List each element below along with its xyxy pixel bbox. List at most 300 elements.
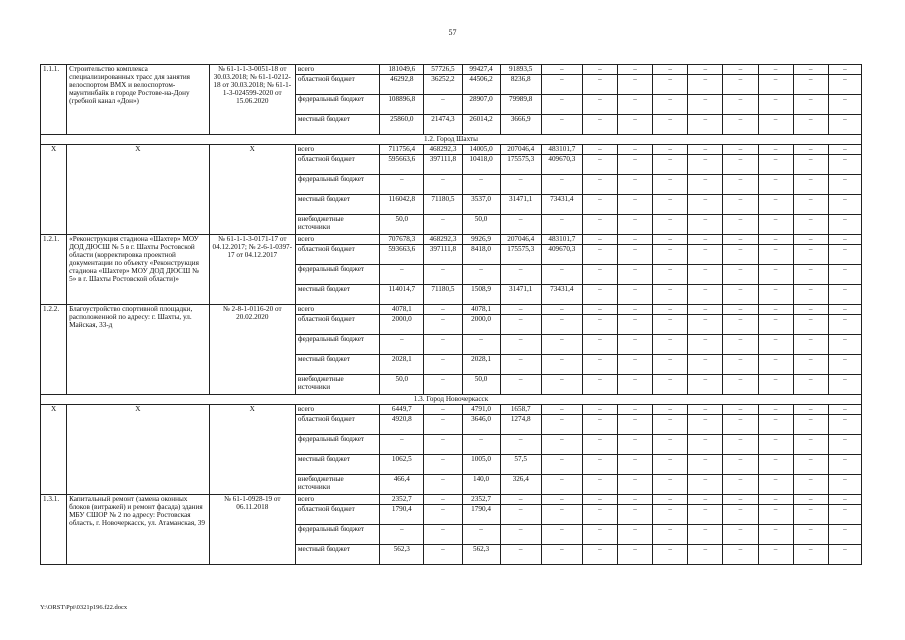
funding-source: внебюджетные источники: [295, 475, 379, 495]
value-cell: –: [723, 75, 758, 95]
value-cell: –: [541, 75, 582, 95]
value-cell: –: [723, 415, 758, 435]
value-cell: 79989,8: [500, 95, 541, 115]
value-cell: 8236,8: [500, 75, 541, 95]
value-cell: –: [618, 265, 653, 285]
value-cell: –: [688, 215, 723, 235]
value-cell: –: [582, 455, 617, 475]
value-cell: –: [758, 315, 793, 335]
value-cell: –: [828, 335, 861, 355]
value-cell: –: [793, 545, 828, 565]
value-cell: –: [582, 305, 617, 315]
value-cell: –: [618, 305, 653, 315]
value-cell: –: [653, 115, 688, 135]
value-cell: –: [723, 375, 758, 395]
value-cell: –: [653, 65, 688, 75]
value-cell: –: [582, 265, 617, 285]
value-cell: 8418,0: [462, 245, 500, 265]
value-cell: 71180,5: [424, 195, 462, 215]
value-cell: –: [618, 65, 653, 75]
value-cell: –: [688, 245, 723, 265]
value-cell: –: [380, 175, 424, 195]
value-cell: 140,0: [462, 475, 500, 495]
value-cell: –: [688, 525, 723, 545]
value-cell: –: [582, 155, 617, 175]
value-cell: –: [758, 545, 793, 565]
item-document: № 2-8-1-0116-20 от 20.02.2020: [209, 305, 295, 395]
value-cell: –: [541, 505, 582, 525]
value-cell: –: [758, 305, 793, 315]
funding-source: областной бюджет: [295, 155, 379, 175]
value-cell: –: [582, 335, 617, 355]
value-cell: –: [424, 495, 462, 505]
funding-source: областной бюджет: [295, 75, 379, 95]
value-cell: –: [618, 315, 653, 335]
value-cell: –: [500, 305, 541, 315]
value-cell: 3666,9: [500, 115, 541, 135]
value-cell: 175575,3: [500, 245, 541, 265]
value-cell: –: [582, 405, 617, 415]
value-cell: –: [688, 375, 723, 395]
value-cell: –: [541, 355, 582, 375]
value-cell: 91893,5: [500, 65, 541, 75]
funding-source: всего: [295, 405, 379, 415]
value-cell: –: [618, 75, 653, 95]
value-cell: –: [582, 525, 617, 545]
value-cell: –: [758, 115, 793, 135]
value-cell: 99427,4: [462, 65, 500, 75]
value-cell: 4920,8: [380, 415, 424, 435]
value-cell: 1790,4: [380, 505, 424, 525]
value-cell: –: [541, 435, 582, 455]
value-cell: –: [541, 475, 582, 495]
value-cell: –: [688, 455, 723, 475]
value-cell: –: [582, 355, 617, 375]
value-cell: –: [380, 525, 424, 545]
table-row: [41, 405, 862, 415]
table-row: [41, 235, 862, 245]
value-cell: –: [828, 245, 861, 265]
value-cell: 31471,1: [500, 195, 541, 215]
value-cell: –: [758, 405, 793, 415]
value-cell: –: [828, 435, 861, 455]
value-cell: –: [424, 415, 462, 435]
value-cell: –: [758, 335, 793, 355]
value-cell: 6449,7: [380, 405, 424, 415]
value-cell: –: [828, 265, 861, 285]
value-cell: –: [793, 455, 828, 475]
value-cell: –: [828, 235, 861, 245]
value-cell: 2352,7: [462, 495, 500, 505]
value-cell: –: [541, 95, 582, 115]
value-cell: –: [828, 495, 861, 505]
value-cell: –: [723, 505, 758, 525]
value-cell: –: [828, 65, 861, 75]
funding-source: всего: [295, 495, 379, 505]
value-cell: –: [653, 495, 688, 505]
value-cell: –: [541, 415, 582, 435]
value-cell: 4078,1: [462, 305, 500, 315]
value-cell: 2028,1: [462, 355, 500, 375]
value-cell: –: [723, 155, 758, 175]
value-cell: –: [723, 305, 758, 315]
value-cell: –: [688, 435, 723, 455]
value-cell: 595663,6: [380, 155, 424, 175]
value-cell: –: [828, 505, 861, 525]
value-cell: –: [828, 355, 861, 375]
value-cell: 9926,9: [462, 235, 500, 245]
value-cell: –: [653, 525, 688, 545]
value-cell: –: [758, 215, 793, 235]
value-cell: 397111,8: [424, 245, 462, 265]
funding-source: всего: [295, 145, 379, 155]
value-cell: –: [653, 435, 688, 455]
value-cell: 483101,7: [541, 235, 582, 245]
value-cell: –: [758, 65, 793, 75]
value-cell: –: [500, 175, 541, 195]
value-cell: –: [723, 475, 758, 495]
value-cell: –: [541, 545, 582, 565]
value-cell: –: [541, 115, 582, 135]
value-cell: –: [618, 405, 653, 415]
value-cell: –: [828, 415, 861, 435]
value-cell: –: [828, 375, 861, 395]
value-cell: –: [462, 175, 500, 195]
value-cell: –: [723, 455, 758, 475]
value-cell: –: [618, 525, 653, 545]
value-cell: –: [653, 355, 688, 375]
value-cell: –: [723, 145, 758, 155]
value-cell: –: [758, 475, 793, 495]
value-cell: –: [653, 265, 688, 285]
funding-source: местный бюджет: [295, 545, 379, 565]
value-cell: –: [541, 315, 582, 335]
value-cell: 46292,8: [380, 75, 424, 95]
value-cell: 1062,5: [380, 455, 424, 475]
value-cell: –: [688, 75, 723, 95]
value-cell: 116042,8: [380, 195, 424, 215]
value-cell: –: [793, 335, 828, 355]
value-cell: –: [653, 175, 688, 195]
value-cell: –: [793, 475, 828, 495]
value-cell: –: [723, 115, 758, 135]
value-cell: –: [424, 375, 462, 395]
value-cell: –: [653, 155, 688, 175]
value-cell: 36252,2: [424, 75, 462, 95]
value-cell: 31471,1: [500, 285, 541, 305]
value-cell: 26014,2: [462, 115, 500, 135]
value-cell: –: [380, 435, 424, 455]
value-cell: 707678,3: [380, 235, 424, 245]
value-cell: –: [618, 495, 653, 505]
value-cell: –: [618, 435, 653, 455]
value-cell: –: [758, 355, 793, 375]
value-cell: –: [688, 65, 723, 75]
value-cell: –: [424, 315, 462, 335]
value-cell: –: [723, 245, 758, 265]
value-cell: 409670,3: [541, 245, 582, 265]
value-cell: –: [793, 145, 828, 155]
value-cell: –: [424, 335, 462, 355]
value-cell: 57,5: [500, 455, 541, 475]
value-cell: –: [500, 525, 541, 545]
funding-source: федеральный бюджет: [295, 265, 379, 285]
value-cell: 14005,0: [462, 145, 500, 155]
value-cell: 468292,3: [424, 145, 462, 155]
value-cell: –: [688, 285, 723, 305]
value-cell: –: [582, 315, 617, 335]
value-cell: –: [793, 65, 828, 75]
value-cell: 326,4: [500, 475, 541, 495]
funding-source: областной бюджет: [295, 315, 379, 335]
value-cell: –: [723, 495, 758, 505]
page-number: 57: [448, 28, 457, 37]
value-cell: –: [828, 145, 861, 155]
value-cell: 207046,4: [500, 145, 541, 155]
value-cell: –: [618, 475, 653, 495]
value-cell: –: [793, 215, 828, 235]
item-name: Строительство комплекса специализированных трасс для занятия велоспортом ВМХ и велоспортом-маунтинбайк в городе Ростове-на-Дону (гребной канал «Дон»): [67, 65, 210, 135]
funding-source: местный бюджет: [295, 455, 379, 475]
value-cell: –: [723, 235, 758, 245]
value-cell: –: [618, 175, 653, 195]
value-cell: –: [653, 545, 688, 565]
value-cell: –: [618, 145, 653, 155]
value-cell: 50,0: [380, 215, 424, 235]
value-cell: –: [688, 415, 723, 435]
item-document: № 61-1-1-3-0171-17 от 04.12.2017; № 2-6-1-0397-17 от 04.12.2017: [209, 235, 295, 305]
value-cell: –: [653, 415, 688, 435]
value-cell: –: [723, 525, 758, 545]
funding-source: областной бюджет: [295, 505, 379, 525]
value-cell: –: [793, 115, 828, 135]
value-cell: 175575,3: [500, 155, 541, 175]
value-cell: 1274,8: [500, 415, 541, 435]
item-document: № 61-1-1-3-0051-18 от 30.03.2018; № 61-1-0212-18 от 30.03.2018; № 61-1-1-3-024599-2020 от 15.06.2020: [209, 65, 295, 135]
value-cell: –: [653, 455, 688, 475]
section-row: [41, 135, 862, 145]
funding-source: областной бюджет: [295, 245, 379, 265]
value-cell: –: [758, 75, 793, 95]
value-cell: –: [758, 195, 793, 215]
value-cell: 2000,0: [462, 315, 500, 335]
value-cell: –: [424, 175, 462, 195]
value-cell: –: [688, 175, 723, 195]
footer-file-path: Y:\ORST\Ppi\0321p196.f22.docx: [40, 604, 128, 611]
value-cell: 1658,7: [500, 405, 541, 415]
value-cell: 181049,6: [380, 65, 424, 75]
value-cell: –: [758, 285, 793, 305]
value-cell: –: [424, 95, 462, 115]
value-cell: 73431,4: [541, 285, 582, 305]
value-cell: –: [462, 265, 500, 285]
value-cell: –: [793, 505, 828, 525]
value-cell: –: [424, 525, 462, 545]
value-cell: –: [653, 285, 688, 305]
value-cell: –: [723, 65, 758, 75]
value-cell: 562,3: [462, 545, 500, 565]
value-cell: –: [618, 285, 653, 305]
value-cell: –: [653, 305, 688, 315]
value-cell: –: [500, 545, 541, 565]
value-cell: –: [424, 455, 462, 475]
value-cell: –: [793, 355, 828, 375]
value-cell: –: [424, 265, 462, 285]
value-cell: –: [500, 315, 541, 335]
value-cell: –: [828, 455, 861, 475]
value-cell: –: [723, 265, 758, 285]
value-cell: –: [758, 525, 793, 545]
value-cell: –: [380, 335, 424, 355]
value-cell: –: [688, 235, 723, 245]
value-cell: –: [541, 405, 582, 415]
value-cell: –: [500, 355, 541, 375]
value-cell: –: [688, 195, 723, 215]
funding-source: всего: [295, 305, 379, 315]
value-cell: –: [758, 155, 793, 175]
value-cell: –: [828, 305, 861, 315]
value-cell: –: [828, 545, 861, 565]
value-cell: –: [582, 545, 617, 565]
value-cell: –: [758, 375, 793, 395]
funding-source: местный бюджет: [295, 355, 379, 375]
funding-source: внебюджетные источники: [295, 375, 379, 395]
value-cell: –: [582, 505, 617, 525]
value-cell: –: [380, 265, 424, 285]
value-cell: –: [653, 505, 688, 525]
value-cell: –: [618, 215, 653, 235]
value-cell: 1508,9: [462, 285, 500, 305]
value-cell: –: [758, 505, 793, 525]
value-cell: –: [793, 315, 828, 335]
value-cell: –: [618, 235, 653, 245]
value-cell: –: [793, 305, 828, 315]
value-cell: –: [618, 245, 653, 265]
value-cell: –: [653, 145, 688, 155]
value-cell: –: [424, 545, 462, 565]
value-cell: –: [828, 525, 861, 545]
value-cell: 468292,3: [424, 235, 462, 245]
value-cell: –: [582, 195, 617, 215]
value-cell: –: [500, 435, 541, 455]
value-cell: 2028,1: [380, 355, 424, 375]
funding-source: федеральный бюджет: [295, 525, 379, 545]
value-cell: –: [618, 115, 653, 135]
value-cell: –: [758, 265, 793, 285]
value-cell: –: [723, 405, 758, 415]
value-cell: –: [541, 265, 582, 285]
item-name: Х: [67, 405, 210, 495]
value-cell: –: [618, 335, 653, 355]
value-cell: 2352,7: [380, 495, 424, 505]
value-cell: 25860,0: [380, 115, 424, 135]
value-cell: 1790,4: [462, 505, 500, 525]
value-cell: 114014,7: [380, 285, 424, 305]
value-cell: 409670,3: [541, 155, 582, 175]
value-cell: 50,0: [462, 215, 500, 235]
value-cell: –: [688, 335, 723, 355]
funding-source: местный бюджет: [295, 195, 379, 215]
value-cell: –: [723, 215, 758, 235]
item-document: № 61-1-0928-19 от 06.11.2018: [209, 495, 295, 565]
value-cell: –: [688, 305, 723, 315]
value-cell: –: [462, 435, 500, 455]
value-cell: –: [582, 475, 617, 495]
value-cell: –: [793, 415, 828, 435]
value-cell: –: [688, 545, 723, 565]
value-cell: –: [828, 405, 861, 415]
value-cell: –: [793, 175, 828, 195]
table-row: [41, 495, 862, 505]
value-cell: –: [653, 195, 688, 215]
value-cell: 207046,4: [500, 235, 541, 245]
value-cell: –: [688, 145, 723, 155]
value-cell: 10418,0: [462, 155, 500, 175]
item-code: 1.2.2.: [41, 305, 67, 395]
funding-source: местный бюджет: [295, 115, 379, 135]
value-cell: –: [582, 75, 617, 95]
value-cell: 21474,3: [424, 115, 462, 135]
table-row: [41, 305, 862, 315]
value-cell: –: [653, 245, 688, 265]
value-cell: –: [582, 145, 617, 155]
funding-source: местный бюджет: [295, 285, 379, 305]
value-cell: 483101,7: [541, 145, 582, 155]
value-cell: –: [793, 195, 828, 215]
value-cell: –: [828, 115, 861, 135]
value-cell: –: [500, 215, 541, 235]
value-cell: –: [500, 495, 541, 505]
value-cell: –: [793, 495, 828, 505]
value-cell: –: [723, 545, 758, 565]
value-cell: –: [828, 155, 861, 175]
value-cell: –: [500, 505, 541, 525]
value-cell: –: [758, 235, 793, 245]
value-cell: –: [793, 375, 828, 395]
value-cell: –: [618, 95, 653, 115]
item-name: Капитальный ремонт (замена оконных блоков (витражей) и ремонт фасада) здания МБУ СШОР № 2 по адресу: Ростовская область, г. Новочеркасск, ул. Атаманская, 39: [67, 495, 210, 565]
value-cell: –: [828, 175, 861, 195]
value-cell: –: [618, 195, 653, 215]
value-cell: 397111,8: [424, 155, 462, 175]
value-cell: 50,0: [380, 375, 424, 395]
value-cell: –: [688, 155, 723, 175]
value-cell: 44506,2: [462, 75, 500, 95]
value-cell: –: [500, 335, 541, 355]
value-cell: –: [541, 525, 582, 545]
value-cell: –: [653, 375, 688, 395]
value-cell: –: [793, 285, 828, 305]
value-cell: –: [758, 245, 793, 265]
item-code: 1.1.1.: [41, 65, 67, 135]
budget-table: [40, 64, 862, 565]
value-cell: –: [793, 405, 828, 415]
value-cell: –: [758, 435, 793, 455]
item-code: 1.3.1.: [41, 495, 67, 565]
value-cell: –: [541, 495, 582, 505]
value-cell: –: [828, 315, 861, 335]
value-cell: –: [653, 335, 688, 355]
value-cell: –: [758, 175, 793, 195]
value-cell: –: [541, 375, 582, 395]
value-cell: –: [541, 175, 582, 195]
value-cell: –: [618, 455, 653, 475]
value-cell: 57726,5: [424, 65, 462, 75]
value-cell: –: [424, 215, 462, 235]
value-cell: 4791,0: [462, 405, 500, 415]
value-cell: –: [653, 475, 688, 495]
value-cell: –: [582, 245, 617, 265]
